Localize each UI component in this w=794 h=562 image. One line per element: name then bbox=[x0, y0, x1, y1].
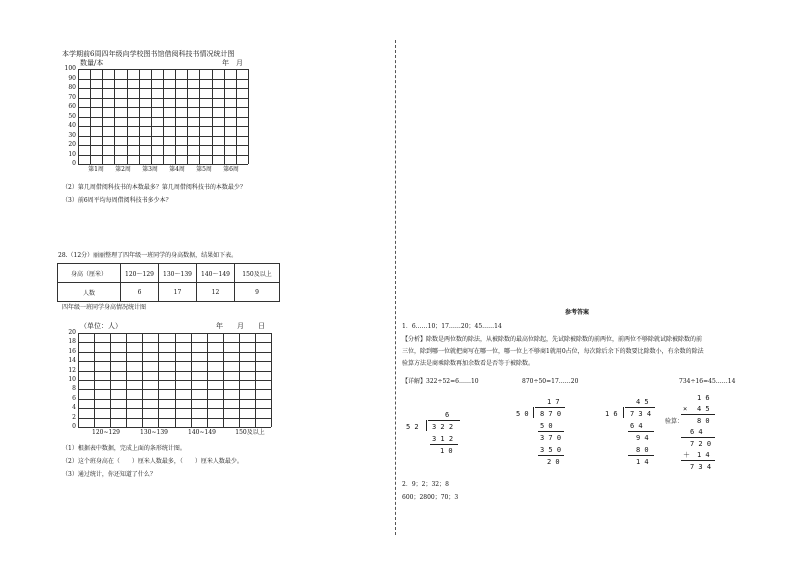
table-cell: 6 bbox=[121, 283, 159, 302]
chart1-title: 本学期前6周四年级向学校图书馆借阅科技书情况统计图 bbox=[62, 50, 235, 58]
grid-line-vertical bbox=[212, 69, 213, 164]
grid-line-vertical bbox=[199, 69, 200, 164]
grid-line-vertical bbox=[151, 69, 152, 164]
answer-2: 2．9；2；32；8 bbox=[402, 481, 449, 488]
part-3: （3）通过统计，你还知道了什么？ bbox=[62, 471, 156, 478]
grid-line-vertical bbox=[187, 69, 188, 164]
product-line bbox=[681, 437, 715, 438]
division-bracket bbox=[533, 407, 534, 418]
grid-line-vertical bbox=[175, 69, 176, 164]
y-tick-label: 70 bbox=[68, 93, 76, 101]
chart1-date-label: 年 月 bbox=[222, 59, 243, 67]
multiplicand: 1 6 bbox=[697, 394, 710, 402]
dividend: 3 2 2 bbox=[432, 423, 454, 431]
y-tick-label: 100 bbox=[64, 65, 76, 72]
dividend: 7 3 4 bbox=[630, 410, 652, 418]
table-cell: 140～149 bbox=[197, 264, 235, 283]
grid-line-vertical bbox=[175, 333, 176, 427]
analysis-line-1: 【分析】除数是两位数的除法，从被除数的最高位除起，先试除被除数的前两位，前两位不够除就试除被除数的前 bbox=[402, 336, 703, 343]
grid-line-vertical bbox=[223, 333, 224, 427]
divisor: 5 2 bbox=[406, 423, 419, 431]
answer-3: 600；2800；70；3 bbox=[402, 494, 459, 501]
division-bar bbox=[428, 420, 460, 421]
y-tick-label: 16 bbox=[68, 347, 76, 355]
analysis-line-3: 验算方法是商乘除数再加余数看是否等于被除数。 bbox=[402, 360, 535, 367]
x-tick-label: 第4周 bbox=[169, 166, 185, 173]
column-divider bbox=[395, 40, 396, 535]
product-line bbox=[681, 414, 715, 415]
x-tick-label: 第5周 bbox=[196, 166, 212, 173]
grid-line-vertical bbox=[139, 69, 140, 164]
chart2-unit: （单位：人） bbox=[80, 322, 122, 330]
grid-line-vertical bbox=[90, 69, 91, 164]
grid-line-vertical bbox=[224, 69, 225, 164]
table-cell: 9 bbox=[235, 283, 280, 302]
answers-heading: 参考答案 bbox=[565, 309, 590, 316]
partial-product: 5 0 bbox=[540, 422, 553, 430]
y-tick-label: 20 bbox=[68, 329, 76, 336]
partial-product: 8 0 bbox=[697, 417, 710, 425]
subtraction-line bbox=[538, 431, 564, 432]
partial-product: 8 0 bbox=[636, 446, 649, 454]
grid-line-vertical bbox=[78, 333, 79, 427]
chart2-date-label: 年 月 日 bbox=[216, 322, 265, 330]
grid-line-vertical bbox=[126, 333, 127, 427]
grid-line-vertical bbox=[127, 69, 128, 164]
y-tick-label: 4 bbox=[72, 404, 76, 412]
partial-product: 6 4 bbox=[690, 428, 703, 436]
y-tick-label: 40 bbox=[68, 122, 76, 129]
part-1: （1）根据表中数据，完成上面的条形统计图。 bbox=[62, 445, 186, 452]
grid-line-vertical bbox=[158, 333, 159, 427]
chart2-title: 四年级一班同学身高情况统计图 bbox=[62, 304, 147, 311]
divisor: 5 0 bbox=[516, 410, 529, 418]
x-tick-label: 第1周 bbox=[88, 166, 104, 173]
check-label: 验算： bbox=[665, 418, 684, 425]
quotient: 1 7 bbox=[547, 398, 560, 406]
partial-product: 3 5 0 bbox=[540, 446, 562, 454]
quotient: 6 bbox=[445, 411, 450, 419]
grid-line-vertical bbox=[94, 333, 95, 427]
plus-sign: ＋ bbox=[683, 451, 690, 459]
y-tick-label: 60 bbox=[68, 103, 76, 110]
division-bracket bbox=[426, 420, 427, 431]
multiplier: 4 5 bbox=[697, 405, 710, 413]
grid-line-vertical bbox=[255, 333, 256, 427]
division-bar bbox=[535, 407, 565, 408]
table-row bbox=[58, 264, 280, 283]
x-tick-label: 第6周 bbox=[223, 166, 239, 173]
sum: 7 3 4 bbox=[690, 463, 712, 471]
question-3: （3）前6周平均每周借阅科技书多少本？ bbox=[62, 197, 172, 204]
grid-line-vertical bbox=[236, 69, 237, 164]
y-tick-label: 0 bbox=[72, 160, 76, 167]
answer-1: 1．6……10；17……20；45……14 bbox=[402, 323, 502, 330]
y-tick-label: 20 bbox=[68, 141, 76, 148]
grid-line-vertical bbox=[163, 69, 164, 164]
y-tick-label: 0 bbox=[72, 423, 76, 430]
division-bar bbox=[625, 407, 655, 408]
grid-line-vertical bbox=[142, 333, 143, 427]
y-tick-label: 10 bbox=[68, 150, 76, 158]
partial-product: 3 1 2 bbox=[432, 435, 454, 443]
quotient: 4 5 bbox=[636, 398, 649, 406]
y-tick-label: 10 bbox=[68, 376, 76, 383]
partial-product: 6 4 bbox=[630, 422, 643, 430]
y-tick-label: 12 bbox=[68, 366, 76, 374]
divisor: 1 6 bbox=[605, 410, 618, 418]
grid-line-vertical bbox=[102, 69, 103, 164]
y-tick-label: 80 bbox=[68, 84, 76, 91]
subtraction-line bbox=[628, 431, 654, 432]
table-cell: 120～129 bbox=[121, 264, 159, 283]
grid-line-vertical bbox=[271, 333, 272, 427]
y-tick-label: 30 bbox=[68, 131, 76, 139]
partial-remainder: 9 4 bbox=[636, 434, 649, 442]
y-tick-label: 18 bbox=[68, 338, 76, 346]
grid-line-horizontal bbox=[78, 427, 271, 428]
grid-line-vertical bbox=[239, 333, 240, 427]
table-cell: 17 bbox=[159, 283, 197, 302]
x-tick-label: 第2周 bbox=[115, 166, 131, 173]
table-cell: 130～139 bbox=[159, 264, 197, 283]
grid-line-vertical bbox=[110, 333, 111, 427]
y-tick-label: 6 bbox=[72, 394, 76, 402]
x-tick-label: 130~139 bbox=[140, 429, 168, 436]
dividend: 8 7 0 bbox=[540, 410, 562, 418]
question-28: 28.（12分）丽丽整理了四年级一班同学的身高数据，结果如下表。 bbox=[58, 252, 238, 259]
grid-line-vertical bbox=[248, 69, 249, 164]
table-cell: 身高（厘米） bbox=[58, 264, 121, 283]
grid-line-vertical bbox=[78, 69, 79, 164]
subtraction-line bbox=[628, 455, 654, 456]
remainder: 1 4 bbox=[636, 458, 649, 466]
grid-line-vertical bbox=[191, 333, 192, 427]
chart1-grid bbox=[78, 69, 248, 164]
remainder: 1 0 bbox=[440, 447, 453, 455]
sum-line bbox=[681, 460, 715, 461]
grid-line-vertical bbox=[114, 69, 115, 164]
grid-line-vertical bbox=[207, 333, 208, 427]
y-tick-label: 50 bbox=[68, 112, 76, 120]
y-tick-label: 14 bbox=[68, 357, 76, 365]
table-cell: 12 bbox=[197, 283, 235, 302]
partial-remainder: 3 7 0 bbox=[540, 434, 562, 442]
y-tick-label: 90 bbox=[68, 74, 76, 82]
y-tick-label: 2 bbox=[72, 413, 76, 421]
x-tick-label: 140~149 bbox=[188, 429, 216, 436]
subtraction-line bbox=[430, 444, 458, 445]
remainder-addend: 1 4 bbox=[697, 451, 710, 459]
product: 7 2 0 bbox=[690, 440, 712, 448]
grid-line-horizontal bbox=[78, 164, 248, 165]
x-tick-label: 120~129 bbox=[92, 429, 120, 436]
table-cell: 150及以上 bbox=[235, 264, 280, 283]
times-sign: × bbox=[683, 405, 688, 413]
height-table bbox=[57, 263, 280, 302]
question-2: （2）第几周借阅科技书的本数最多？第几周借阅科技书的本数最少？ bbox=[62, 184, 246, 191]
chart2-grid bbox=[78, 333, 271, 427]
chart1-ylabel: 数量/本 bbox=[80, 59, 104, 67]
y-tick-label: 8 bbox=[72, 385, 76, 393]
table-row bbox=[58, 283, 280, 302]
subtraction-line bbox=[538, 455, 564, 456]
detail-eq3: 734÷16=45……14 bbox=[679, 378, 736, 385]
analysis-line-2: 三位，除到哪一位就把商写在哪一位，哪一位上不够商1就用0占位，每次除后余下的数要比除数小，有余数的除法 bbox=[402, 348, 704, 355]
table-cell: 人数 bbox=[58, 283, 121, 302]
division-bracket bbox=[623, 407, 624, 418]
part-2: （2）这个班身高在（ ）厘米人数最多，（ ）厘米人数最少。 bbox=[62, 458, 243, 465]
detail-eq2: 870÷50=17……20 bbox=[522, 378, 579, 385]
x-tick-label: 第3周 bbox=[142, 166, 158, 173]
remainder: 2 0 bbox=[547, 458, 560, 466]
detail-eq1: 【详解】322÷52=6……10 bbox=[402, 378, 479, 385]
x-tick-label: 150及以上 bbox=[235, 429, 265, 436]
